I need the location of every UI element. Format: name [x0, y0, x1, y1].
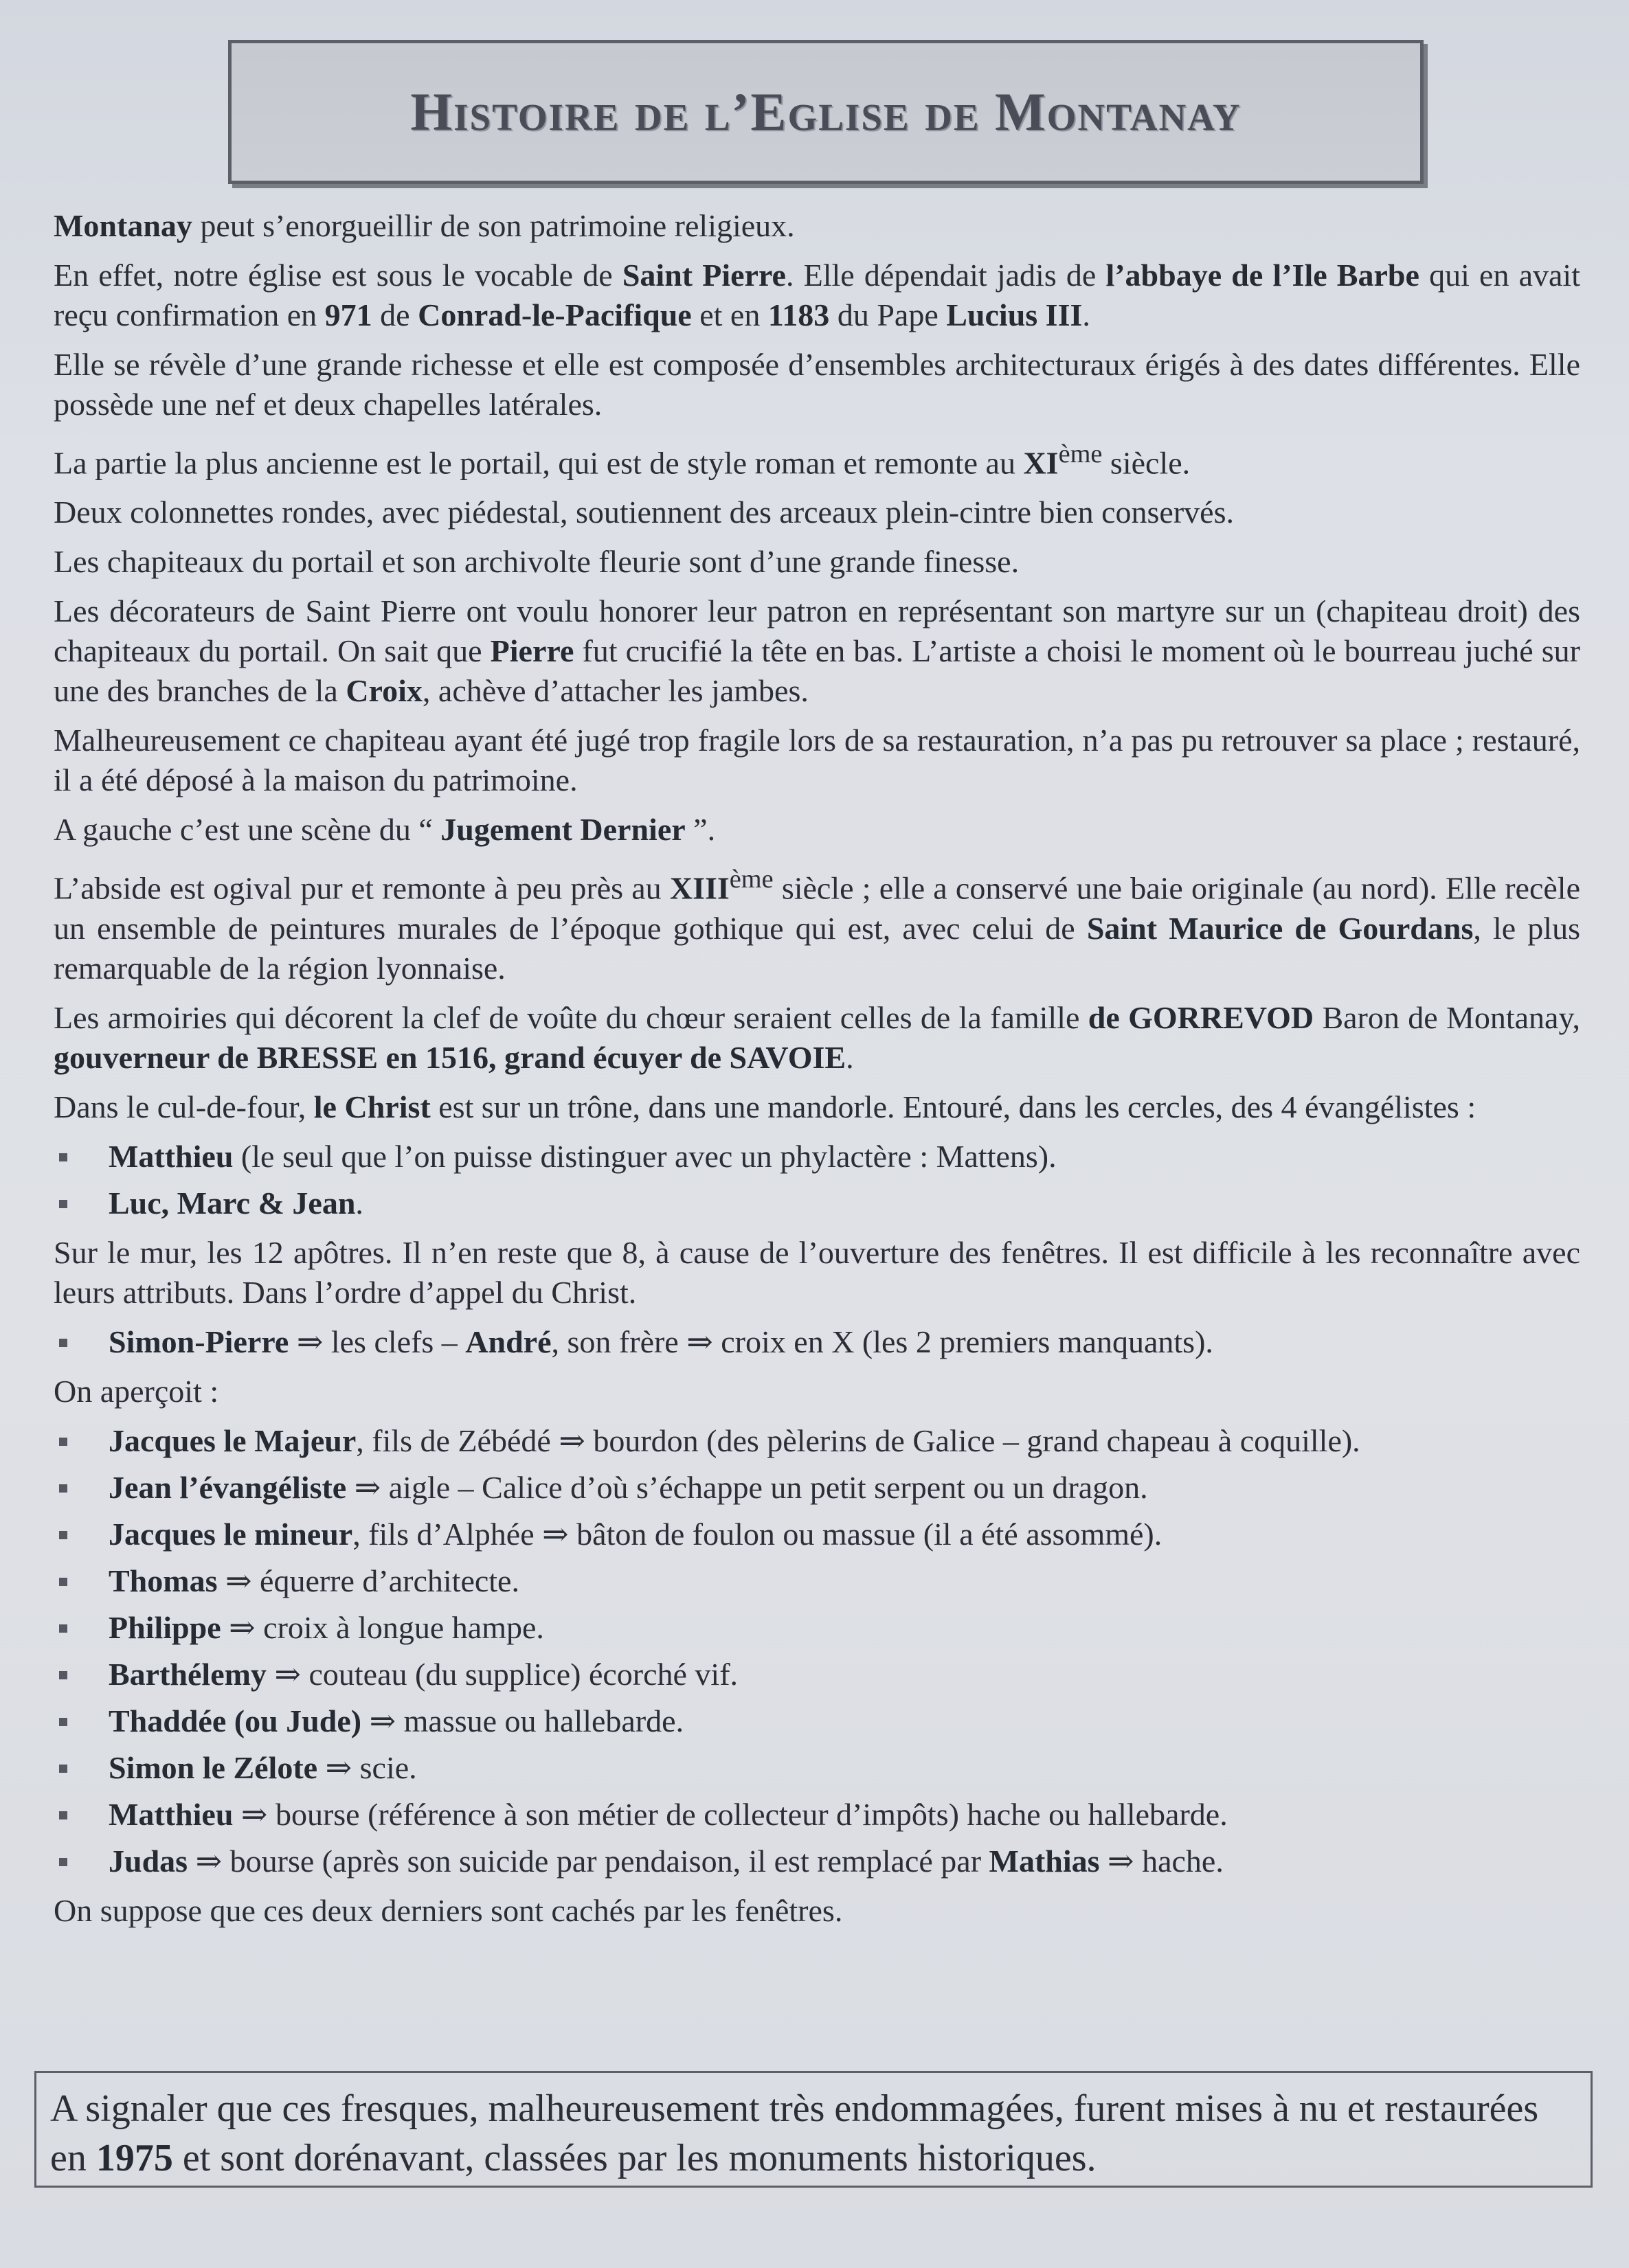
list-item	[54, 1137, 1580, 1177]
text-run: La partie la plus ancienne est le portail, qui est de style roman et remonte au	[54, 445, 1024, 481]
list-item	[54, 1841, 1580, 1881]
paragraph	[54, 256, 1580, 335]
paragraph	[54, 492, 1580, 532]
text-run: ⇒ bourse (après son suicide par pendaison, il est remplacé par	[188, 1843, 989, 1879]
bold-text: 1975	[96, 2137, 173, 2179]
bold-text: gouverneur de BRESSE en 1516, grand écuyer de SAVOIE	[54, 1039, 846, 1075]
bold-text: Mathias	[989, 1843, 1100, 1879]
bold-text: Simon-Pierre	[109, 1324, 289, 1359]
bold-text: XIII	[669, 870, 730, 906]
bold-text: Croix	[346, 673, 423, 709]
paragraph	[54, 345, 1580, 424]
text-run: Dans le cul-de-four,	[54, 1089, 314, 1124]
list-item	[54, 1515, 1580, 1554]
text-run: Les armoiries qui décorent la clef de voûte du chœur seraient celles de la famille	[54, 999, 1088, 1035]
list-item	[54, 1701, 1580, 1741]
paragraph	[54, 721, 1580, 800]
text-run: , achève d’attacher les jambes.	[422, 673, 809, 709]
bold-text: Saint Pierre	[622, 258, 786, 293]
text-run: L’abside est ogival pur et remonte à peu près au	[54, 870, 670, 906]
intro-paragraphs	[54, 206, 1580, 1127]
body-text	[54, 206, 1580, 1940]
bold-text: Jacques le mineur	[109, 1516, 353, 1552]
list-item	[54, 1795, 1580, 1835]
text-run: Malheureusement ce chapiteau ayant été jugé trop fragile lors de sa restauration, n’a pas pu retrouver sa place ; restauré, il a été déposé à la maison du patrimoine.	[54, 723, 1580, 798]
bold-text: XI	[1023, 445, 1059, 481]
visible-intro: On aperçoit :	[54, 1373, 219, 1409]
text-run: et sont dorénavant, classées par les monuments historiques.	[172, 2137, 1097, 2179]
list-item	[54, 1561, 1580, 1601]
text-run: ”.	[685, 812, 716, 848]
bold-text: Thaddée (ou Jude)	[109, 1703, 362, 1738]
text-run: . Elle dépendait jadis de	[785, 258, 1106, 293]
text-run: Elle se révèle d’une grande richesse et elle est composée d’ensembles architecturaux érigés à des dates différentes. Elle possède une nef et deux chapelles latérales.	[54, 347, 1580, 422]
text-run: A signaler que ces fresques, malheureusement très endommagées, furent mises à nu et restaurées en	[50, 2087, 1539, 2179]
bold-text: Conrad-le-Pacifique	[418, 297, 692, 332]
paragraph	[54, 542, 1580, 582]
footer-note	[50, 2084, 1577, 2183]
paragraph	[54, 434, 1580, 483]
text-run: ⇒ scie.	[317, 1749, 417, 1785]
bold-text: Jugement Dernier	[440, 812, 686, 848]
text-run: ⇒ équerre d’architecte.	[217, 1563, 519, 1598]
bold-text: Thomas	[109, 1563, 218, 1598]
superscript: ème	[729, 865, 774, 894]
text-run: est sur un trône, dans une mandorle. Entouré, dans les cercles, des 4 évangélistes :	[430, 1089, 1476, 1124]
text-run: du Pape	[829, 297, 947, 332]
bold-text: Judas	[109, 1843, 188, 1879]
text-run: et en	[691, 297, 768, 332]
bold-text: Jean l’évangéliste	[109, 1469, 347, 1505]
apostles-list	[54, 1421, 1580, 1881]
list-item	[54, 1608, 1580, 1648]
list-item	[54, 1421, 1580, 1461]
text-run: En effet, notre église est sous le vocable de	[54, 258, 622, 293]
text-run: peut s’enorgueillir de son patrimoine religieux.	[192, 208, 795, 243]
missing-apostles-list	[54, 1322, 1580, 1362]
text-run: ⇒ aigle – Calice d’où s’échappe un petit serpent ou un dragon.	[346, 1469, 1148, 1505]
text-run: Les décorateurs de Saint Pierre ont voulu honorer leur patron en représentant son martyre sur un (chapiteau droit) des chapiteaux du portail. On sait que	[54, 593, 1580, 669]
list-item	[54, 1322, 1580, 1362]
bold-text: Luc, Marc & Jean	[109, 1185, 356, 1221]
bold-text: Lucius III	[946, 297, 1083, 332]
page-title: Histoire de l’Eglise de Montanay	[410, 82, 1242, 141]
text-run: Les chapiteaux du portail et son archivolte fleurie sont d’une grande finesse.	[54, 544, 1020, 580]
paragraph	[54, 998, 1580, 1078]
text-run: , fils d’Alphée ⇒ bâton de foulon ou massue (il a été assommé).	[352, 1516, 1162, 1552]
text-run: .	[355, 1185, 363, 1221]
bold-text: Pierre	[490, 633, 574, 669]
list-item	[54, 1468, 1580, 1508]
text-run: de	[372, 297, 418, 332]
bold-text: 1183	[767, 297, 830, 332]
bold-text: le Christ	[313, 1089, 431, 1124]
bold-text: 971	[324, 297, 372, 332]
closing-note: On suppose que ces deux derniers sont cachés par les fenêtres.	[54, 1892, 843, 1928]
bold-text: de GORREVOD	[1088, 999, 1314, 1035]
bold-text: Jacques le Majeur	[109, 1422, 357, 1458]
text-run: ⇒ couteau (du supplice) écorché vif.	[266, 1656, 739, 1692]
bold-text: Montanay	[54, 208, 192, 243]
superscript: ème	[1058, 440, 1103, 468]
title-box	[228, 40, 1424, 184]
text-run: ⇒ hache.	[1099, 1843, 1224, 1879]
bold-text: Matthieu	[109, 1138, 234, 1174]
bold-text: Matthieu	[109, 1796, 234, 1832]
text-run: .	[846, 1039, 854, 1075]
text-run: ⇒ les clefs –	[289, 1324, 466, 1359]
bold-text: André	[465, 1324, 552, 1359]
paragraph	[54, 1087, 1580, 1127]
paragraph	[54, 591, 1580, 711]
text-run: A gauche c’est une scène du “	[54, 812, 441, 848]
bold-text: Simon le Zélote	[109, 1749, 318, 1785]
bold-text: Philippe	[109, 1609, 221, 1645]
footer-note-box	[34, 2071, 1593, 2188]
text-run: Deux colonnettes rondes, avec piédestal, soutiennent des arceaux plein-cintre bien conservés.	[54, 495, 1234, 530]
evangelists-list	[54, 1137, 1580, 1223]
text-run: , fils de Zébédé ⇒ bourdon (des pèlerins de Galice – grand chapeau à coquille).	[356, 1422, 1360, 1458]
text-run: ⇒ bourse (référence à son métier de collecteur d’impôts) hache ou hallebarde.	[233, 1796, 1228, 1832]
paragraph	[54, 810, 1580, 850]
paragraph	[54, 859, 1580, 988]
bold-text: Barthélemy	[109, 1656, 267, 1692]
text-run: fut crucifié la tête en bas. L’artiste a choisi le moment où le bourreau juché sur une des branches de la	[54, 633, 1581, 709]
text-run: ⇒ croix à longue hampe.	[221, 1609, 544, 1645]
paragraph	[54, 206, 1580, 246]
text-run: Baron de Montanay,	[1314, 999, 1580, 1035]
text-run: , son frère ⇒ croix en X (les 2 premiers manquants).	[551, 1324, 1213, 1359]
text-run: ⇒ massue ou hallebarde.	[361, 1703, 684, 1738]
text-run: Sur le mur, les 12 apôtres. Il n’en reste que 8, à cause de l’ouverture des fenêtres. Il est difficile à les reconnaître avec leurs attributs. Dans l’ordre d’appel du Christ.	[54, 1234, 1580, 1310]
text-run: .	[1082, 297, 1090, 332]
text-run: , le plus remarquable de la région lyonnaise.	[54, 910, 1580, 986]
text-run: siècle.	[1102, 445, 1191, 481]
list-item	[54, 1655, 1580, 1694]
list-item	[54, 1183, 1580, 1223]
text-run: siècle ; elle a conservé une baie originale (au nord). Elle recèle un ensemble de peintures murales de l’époque gothique qui est, avec celui de	[54, 870, 1580, 946]
apostles-intro	[54, 1233, 1580, 1313]
list-item	[54, 1748, 1580, 1788]
bold-text: l’abbaye de l’Ile Barbe	[1105, 258, 1419, 293]
bold-text: Saint Maurice de Gourdans	[1086, 910, 1474, 946]
text-run: qui en avait reçu confirmation en	[54, 258, 1580, 332]
text-run: (le seul que l’on puisse distinguer avec un phylactère : Mattens).	[233, 1138, 1057, 1174]
